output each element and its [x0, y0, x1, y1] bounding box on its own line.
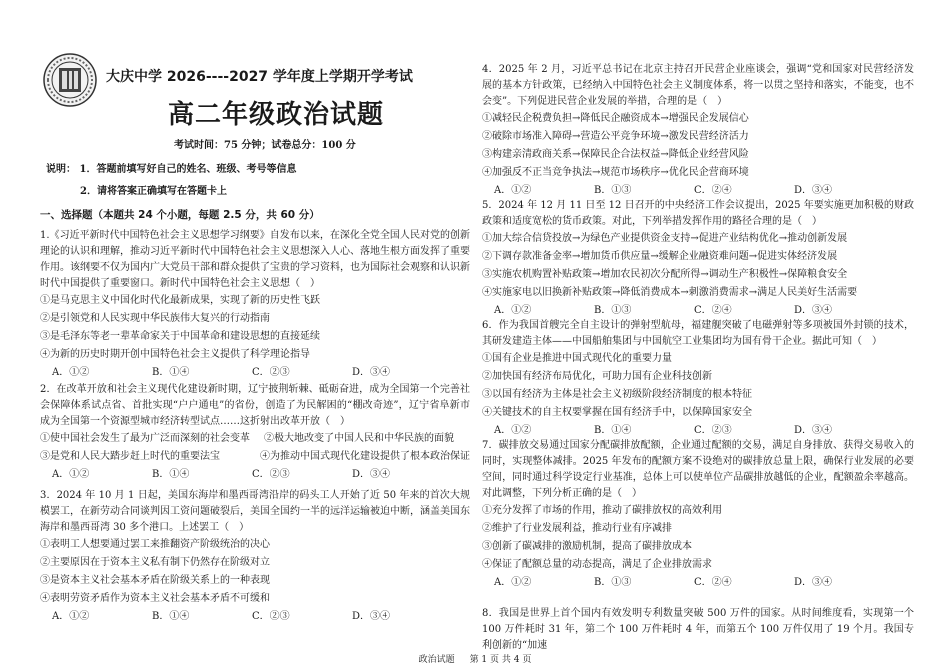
option: ②极大地改变了中国人民和中华民族的面貌 — [264, 433, 454, 444]
option: ②破除市场准入障碍→营造公平竞争环境→激发民营经济活力 — [482, 131, 749, 142]
option-row — [40, 430, 470, 448]
option-row — [40, 448, 470, 466]
question-stem: 7．碳排放交易通过国家分配碳排放配额，企业通过配额的交易，满足自身排放、获得交易收入的同时，实现整体减排。2025 年发布的配额方案不设绝对的碳排放总量上限，确保行业发展的必要空间，同时通过科学设定行业基准，总体上可以使单位产品碳排放越低的企业，配额盈余率越高。对此调整，下列分析正确的是（ ） — [482, 440, 914, 499]
option: ②是引领党和人民实现中华民族伟大复兴的行动指南 — [40, 313, 270, 324]
exam-meta: 考试时间：75 分钟；试卷总分：100 分 — [174, 140, 356, 151]
choice-b: B．①④ — [152, 611, 190, 622]
question-stem: 2．在改革开放和社会主义现代化建设新时期，辽宁披荆斩棘、砥砺奋进，成为全国第一个完善社会保障体系试点省、首批实现“户户通电”的省份，创造了为民解困的“棚改奇迹”，辽宁省阜新市成为全国第一个资源型城市经济转型试点……这折射出改革开放（ ） — [40, 384, 470, 427]
choice-d: D．③④ — [352, 611, 391, 622]
question-5 — [482, 198, 914, 320]
option: ④为新的历史时期开创中国特色社会主义提供了科学理论指导 — [40, 349, 310, 360]
answer-choices — [482, 574, 914, 592]
question-8 — [482, 606, 914, 651]
question-stem: 5．2024 年 12 月 11 日至 12 日召开的中央经济工作会议提出，2025 年要实施更加积极的财政政策和适度宽松的货币政策。对此，下列举措发挥作用的路径合理的是（ ） — [482, 200, 914, 227]
choice-c: C．②④ — [694, 577, 732, 588]
option: ②主要原因在于资本主义私有制下仍然存在阶级对立 — [40, 557, 270, 568]
option: ②维护了行业发展利益，推动行业有序减排 — [482, 523, 672, 534]
choice-c: C．②③ — [252, 367, 290, 378]
choice-a: A．①② — [494, 305, 532, 316]
section-heading: 一、选择题（本题共 24 个小题，每题 2.5 分，共 60 分） — [40, 209, 320, 221]
choice-c: C．②④ — [694, 185, 732, 196]
option: ①减轻民企税费负担→降低民企融资成本→增强民企发展信心 — [482, 113, 749, 124]
choice-d: D．③④ — [794, 185, 833, 196]
question-4 — [482, 62, 914, 200]
choice-d: D．③④ — [352, 367, 391, 378]
option: ②下调存款准备金率→增加货币供应量→缓解企业融资难问题→促进实体经济发展 — [482, 251, 838, 262]
choice-a: A．①② — [52, 469, 90, 480]
choice-b: B．①④ — [152, 367, 190, 378]
choice-c: C．②④ — [694, 305, 732, 316]
option: ③是资本主义社会基本矛盾在阶级关系上的一种表现 — [40, 575, 270, 586]
question-6 — [482, 318, 914, 440]
question-stem: 1.《习近平新时代中国特色社会主义思想学习纲要》自发布以来，在深化全党全国人民对党的创新理论的认识和理解，推动习近平新时代中国特色社会主义思想深入人心、落地生根方面发挥了重要作用。该纲要不仅为国内广大党员干部和群众提供了宝贵的学习资料，也为国际社会观察和认识新时代中国提供了重要窗口。新时代中国特色社会主义思想（ ） — [40, 230, 470, 289]
school-exam-line: 大庆中学 2026----2027 学年度上学期开学考试 — [106, 69, 413, 85]
choice-d: D．③④ — [794, 305, 833, 316]
choice-d: D．③④ — [352, 469, 391, 480]
option: ①使中国社会发生了最为广泛而深刻的社会变革 — [40, 433, 250, 444]
option: ④为推动中国式现代化建设提供了根本政治保证 — [260, 451, 470, 462]
option: ④表明劳资矛盾作为资本主义社会基本矛盾不可缓和 — [40, 593, 270, 604]
choice-b: B．①④ — [594, 425, 632, 436]
question-stem: 6．作为我国首艘完全自主设计的弹射型航母，福建舰突破了电磁弹射等多项被国外封锁的技术，其研发建造主体——中国船舶集团与中国航空工业集团均为国有骨干企业。据此可知（ ） — [482, 320, 914, 347]
option: ④关键技术的自主权要掌握在国有经济手中，以保障国家安全 — [482, 407, 752, 418]
choice-a: A．①② — [494, 577, 532, 588]
option: ④实施家电以旧换新补贴政策→降低消费成本→刺激消费需求→满足人民美好生活需要 — [482, 287, 858, 298]
option: ①表明工人想要通过罢工来推翻资产阶级统治的决心 — [40, 539, 270, 550]
footer-subject: 政治试题 — [418, 655, 455, 665]
question-1 — [40, 228, 470, 382]
option: ③是党和人民大踏步赶上时代的重要法宝 — [40, 451, 220, 462]
choice-c: C．②③ — [694, 425, 732, 436]
option: ①充分发挥了市场的作用，推动了碳排放权的高效利用 — [482, 505, 722, 516]
answer-choices — [40, 466, 470, 484]
choice-d: D．③④ — [794, 425, 833, 436]
choice-d: D．③④ — [794, 577, 833, 588]
option: ④加强反不正当竞争执法→规范市场秩序→优化民企营商环境 — [482, 167, 749, 178]
choice-c: C．②③ — [252, 469, 290, 480]
option: ③构建亲清政商关系→保障民企合法权益→降低企业经营风险 — [482, 149, 749, 160]
answer-choices — [40, 608, 470, 626]
option: ①是马克思主义中国化时代化最新成果，实现了新的历史性飞跃 — [40, 295, 320, 306]
option: ①国有企业是推进中国式现代化的重要力量 — [482, 353, 672, 364]
option: ③实施农机购置补贴政策→增加农民初次分配所得→调动生产积极性→保障粮食安全 — [482, 269, 848, 280]
question-7 — [482, 438, 914, 592]
choice-a: A．①② — [52, 611, 90, 622]
choice-a: A．①② — [494, 185, 532, 196]
option: ①加大综合信贷投放→为绿色产业提供资金支持→促进产业结构优化→推动创新发展 — [482, 233, 848, 244]
choice-b: B．①③ — [594, 577, 632, 588]
instruction-1: 说明： 1．答题前填写好自己的姓名、班级、考号等信息 — [46, 164, 297, 175]
question-2 — [40, 382, 470, 484]
option: ③创新了碳减排的激励机制，提高了碳排放成本 — [482, 541, 692, 552]
question-3 — [40, 488, 470, 626]
choice-c: C．②③ — [252, 611, 290, 622]
school-emblem-icon — [42, 52, 98, 108]
question-stem: 8．我国是世界上首个国内有效发明专利数量突破 500 万件的国家。从时间维度看，实现第一个 100 万件耗时 31 年，第二个 100 万件耗时 4 年，而第五个 100 万件仅用了 19 个月。我国专利创新的“加速 — [482, 608, 914, 651]
choice-a: A．①② — [494, 425, 532, 436]
choice-b: B．①④ — [152, 469, 190, 480]
paper-title: 高二年级政治试题 — [168, 100, 385, 130]
choice-b: B．①③ — [594, 305, 632, 316]
choice-a: A．①② — [52, 367, 90, 378]
option: ②加快国有经济布局优化，可助力国有企业科技创新 — [482, 371, 712, 382]
choice-b: B．①③ — [594, 185, 632, 196]
footer-page-number: 第 1 页 共 4 页 — [469, 655, 532, 665]
option: ③是毛泽东等老一辈革命家关于中国革命和建设思想的直接延续 — [40, 331, 320, 342]
answer-choices — [40, 364, 470, 382]
option: ③以国有经济为主体是社会主义初级阶段经济制度的根本特征 — [482, 389, 752, 400]
instruction-2: 2．请将答案正确填写在答题卡上 — [80, 186, 227, 197]
option: ④保证了配额总量的动态提高，满足了企业排放需求 — [482, 559, 712, 570]
page-footer — [0, 652, 950, 665]
question-stem: 3．2024 年 10 月 1 日起，美国东海岸和墨西哥湾沿岸的码头工人开始了近 50 年来的首次大规模罢工，在新劳动合同谈判因工资问题破裂后，美国全国约一半的远洋运输被迫中断，涵盖美国东海岸和墨西哥湾 30 多个港口。上述罢工（ ） — [40, 490, 470, 533]
question-stem: 4．2025 年 2 月，习近平总书记在北京主持召开民营企业座谈会，强调“党和国家对民营经济发展的基本方针政策，已经纳入中国特色社会主义制度体系，将一以贯之坚持和落实，不能变，也不会变”。下列促进民营企业发展的举措，合理的是（ ） — [482, 64, 914, 107]
